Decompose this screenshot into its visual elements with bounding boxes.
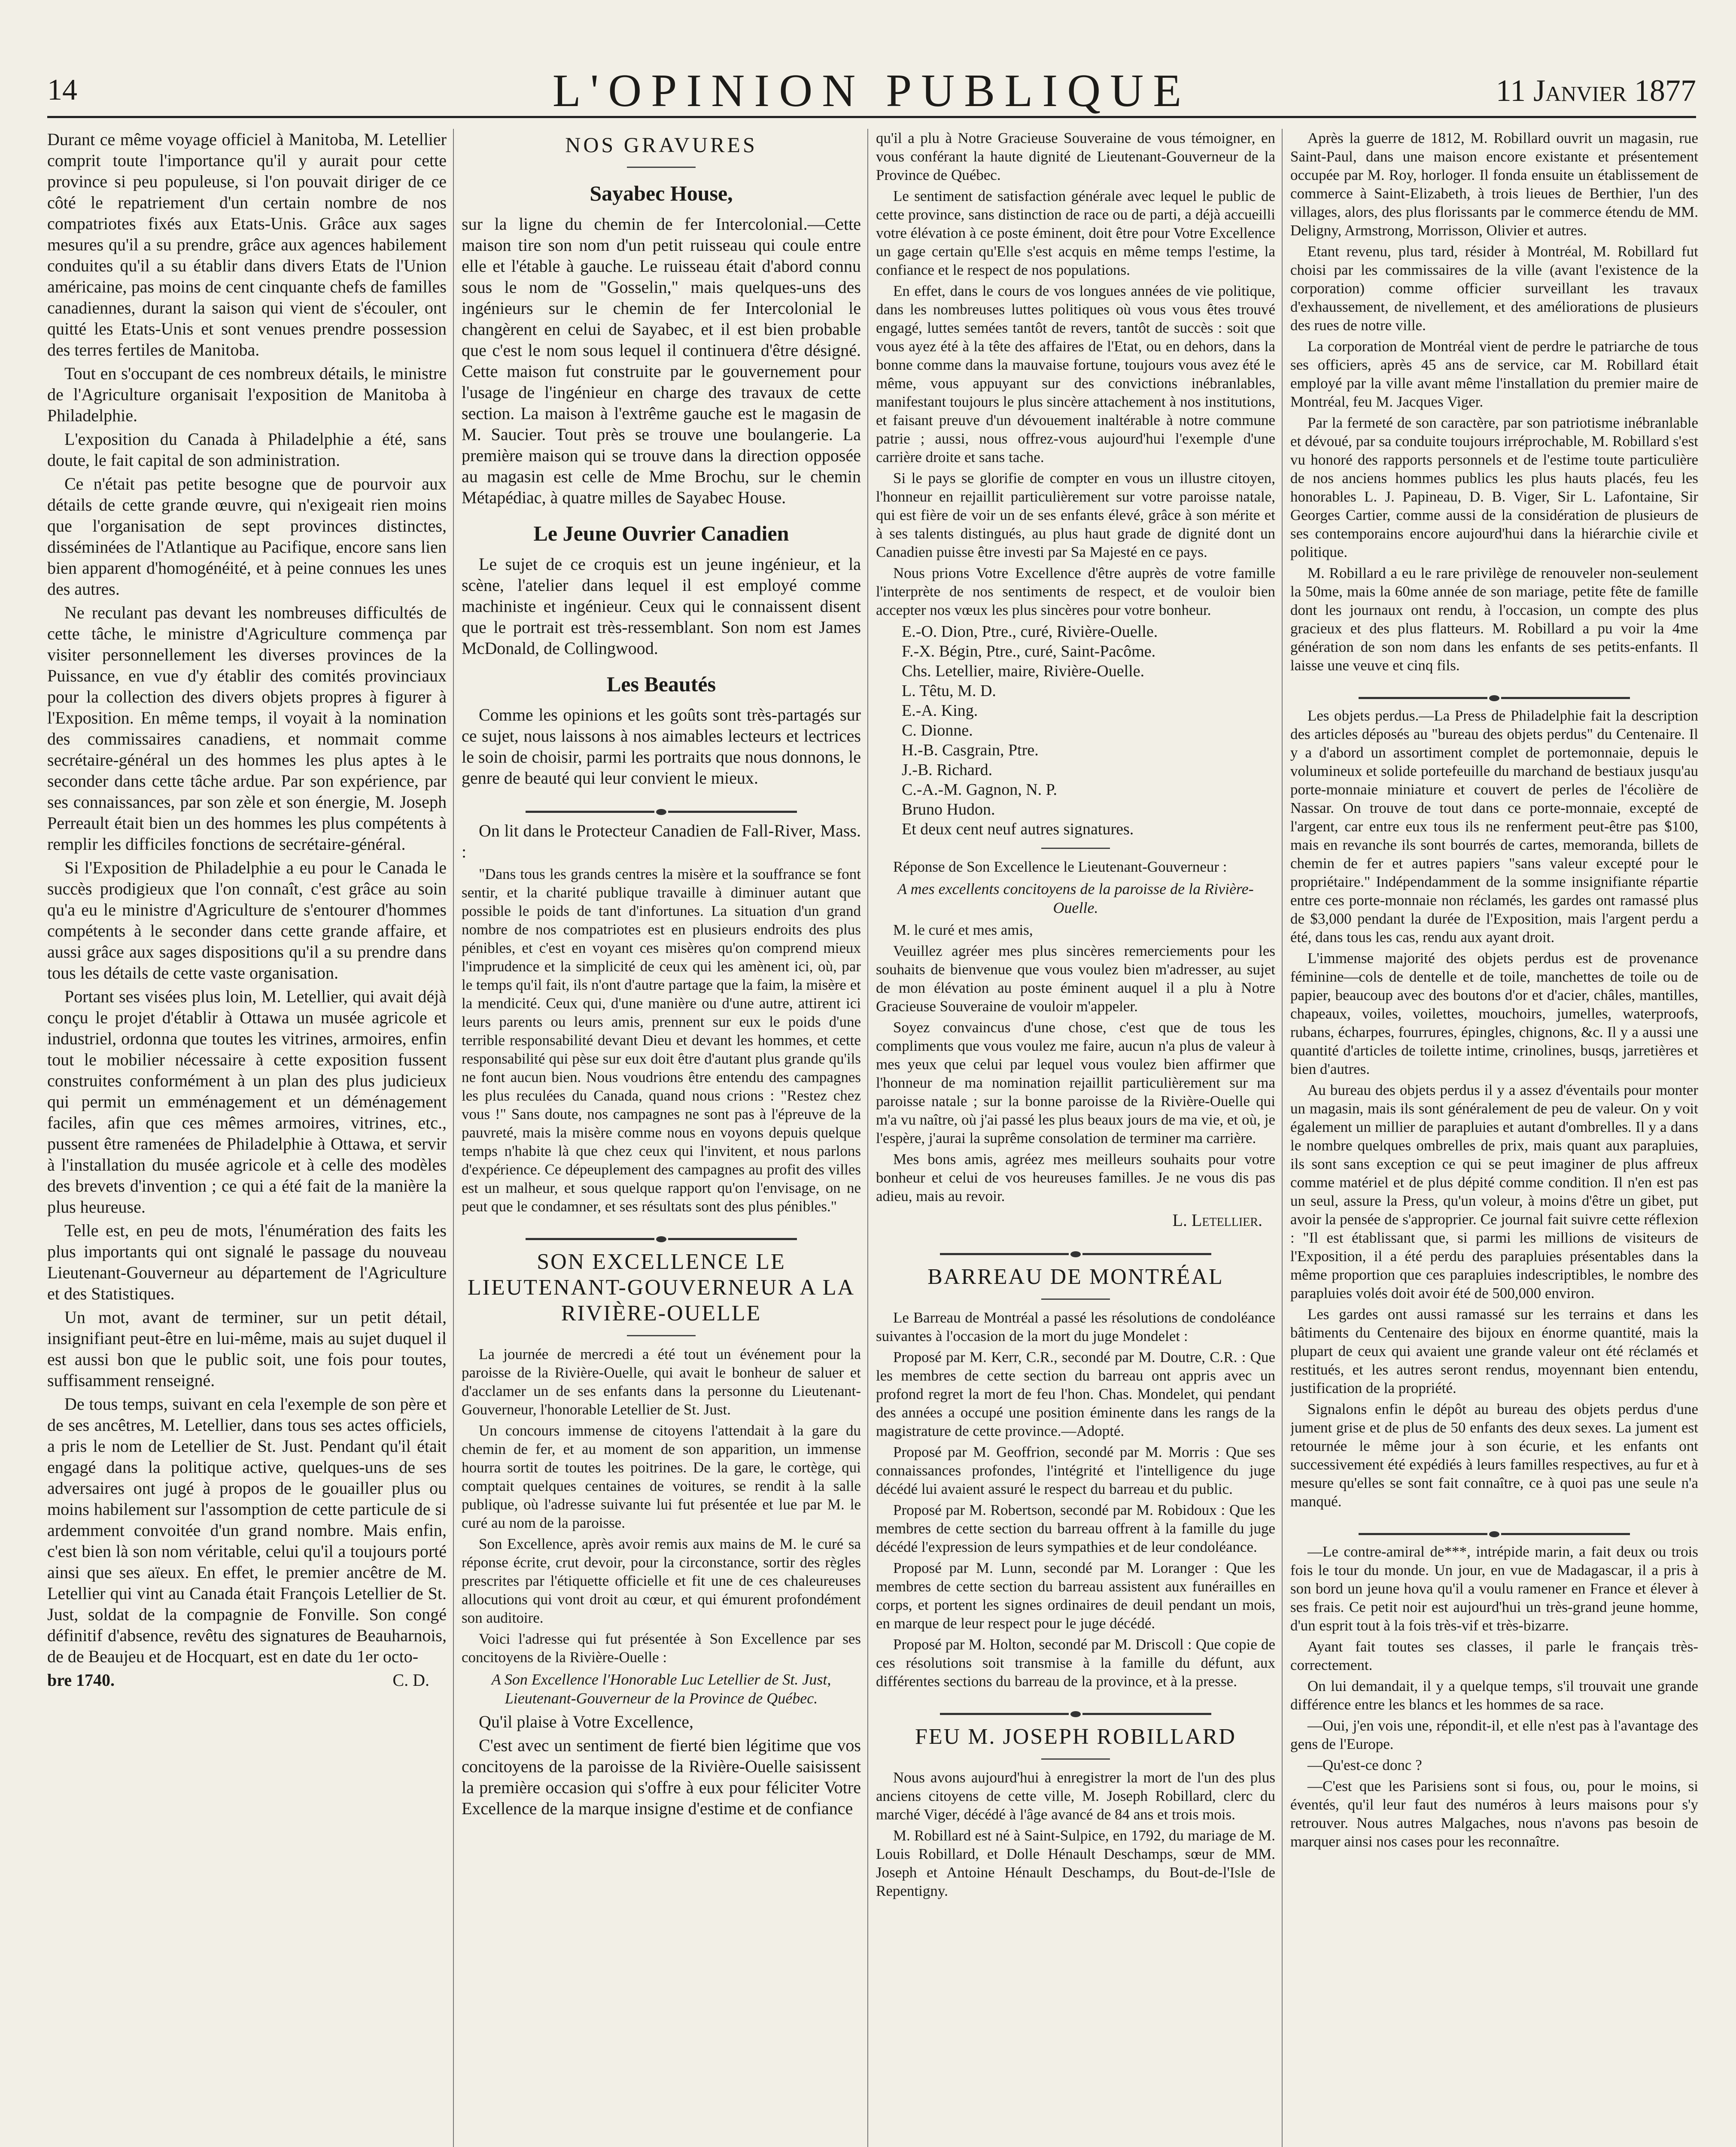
paragraph: Durant ce même voyage officiel à Manitoba, M. Letellier comprit toute l'importance qu'il y aurait pour cette province si peu populeuse, si l'on pouvait diriger de ce côté le repatriement d'un certain nombre de nos compatriotes fixés aux Etats-Unis. Grâce aux sages mesures qu'il a su prendre, grâce aux agences habilement conduites qu'il a su établir dans divers Etats de l'Union américaine, pas moins de cent cinquante chefs de familles canadiennes, durant la saison qui vient de s'écouler, ont quitté les Etats-Unis et sont venues prendre possession des terres fertiles de Manitoba. xyxy=(47,130,447,359)
ornament-divider xyxy=(462,800,861,809)
paragraph: En effet, dans le cours de vos longues années de vie politique, dans les nombreuses luttes politiques où vous vous êtes trouvé engagé, luttes semées tantôt de revers, tantôt de succès : soit que vous ayez été à la tête des affaires de l'Etat, ou en dehors, dans la bonne comme dans la mauvaise fortune, toujours vous avez été le même, vous appuyant sur des convictions inébranlables, manifestant toujours le plus sincère attachement à nos institutions, et faisant preuve d'un dévouement inaltérable à notre commune patrie ; aussi, nous offrez-vous aujourd'hui l'exemple d'une carrière droite et sans tache. xyxy=(876,283,1275,465)
signatory: Chs. Letellier, maire, Rivière-Ouelle. xyxy=(902,662,1145,680)
column-2 xyxy=(462,129,861,2147)
paragraph: On lui demandait, il y a quelque temps, s'il trouvait une grande différence entre les blancs et les hommes de sa race. xyxy=(1290,1678,1698,1713)
paragraph: Le Barreau de Montréal a passé les résolutions de condoléance suivantes à l'occasion de la mort du juge Mondelet : xyxy=(876,1309,1275,1344)
signatory: E.-A. King. xyxy=(902,702,978,720)
paragraph: Qu'il plaise à Votre Excellence, xyxy=(479,1712,693,1731)
paragraph: qu'il a plu à Notre Gracieuse Souveraine de vous témoigner, en vous conférant la haute dignité de Lieutenant-Gouverneur de la Province de Québec. xyxy=(876,130,1275,183)
signatory: Bruno Hudon. xyxy=(902,800,995,818)
paragraph: Si le pays se glorifie de compter en vous un illustre citoyen, l'honneur en rejaillit particulièrement sur votre paroisse natale, qui est fière de voir un de ses enfants élevé, grâce à son mérite et à ses talents distingués, au plus haut grade de dignité dont un Canadien puisse être investi par Sa Majesté en ce pays. xyxy=(876,470,1275,560)
masthead xyxy=(47,64,1696,118)
paragraph: Signalons enfin le dépôt au bureau des objets perdus d'une jument grise et de plus de 50 enfants des deux sexes. La jument est retournée le même jour à son écurie, et les enfants ont successivement été expédiés à leurs familles respectives, au fur et à mesure qu'elles se sont fait connaître, ce à quoi pas une seule n'a manqué. xyxy=(1290,1401,1698,1510)
signatory: C.-A.-M. Gagnon, N. P. xyxy=(902,781,1058,799)
ornament-divider xyxy=(462,1227,861,1236)
paragraph: Voici l'adresse qui fut présentée à Son Excellence par ses concitoyens de la Rivière-Ouelle : xyxy=(462,1630,861,1666)
paragraph: Proposé par M. Holton, secondé par M. Driscoll : Que copie de ces résolutions soit transmise à la famille du défunt, aux différentes sections du barreau de la province, et à la presse. xyxy=(876,1636,1275,1690)
article-title: Le Jeune Ouvrier Canadien xyxy=(533,521,789,545)
paragraph: C'est avec un sentiment de fierté bien légitime que vos concitoyens de la paroisse de la Rivière-Ouelle saisissent la première occasion qui s'offre à eux pour féliciter Votre Excellence de la marque insigne d'estime et de confiance xyxy=(462,1736,861,1818)
paragraph: M. Robillard est né à Saint-Sulpice, en 1792, du mariage de M. Louis Robillard, et Dolle Hénault Deschamps, sœur de MM. Joseph et Antoine Hénault Deschamps, du Bout-de-l'Isle de Repentigny. xyxy=(876,1827,1275,1899)
paragraph: Si l'Exposition de Philadelphie a eu pour le Canada le succès prodigieux que l'on connaît, c'est grâce au soin qu'a eu le ministre d'Agriculture de s'entourer d'hommes compétents à le seconder dans cette grande affaire, et aussi grâce aux sages dispositions qu'il a su prendre dans tous les détails de cette vaste organisation. xyxy=(47,858,447,982)
paragraph: Proposé par M. Robertson, secondé par M. Robidoux : Que les membres de cette section du barreau offrent à la famille du juge décédé l'expression de leurs sympathies et de leur condoléance. xyxy=(876,1502,1275,1555)
signatory: Et deux cent neuf autres signatures. xyxy=(902,820,1134,838)
signatory-list xyxy=(902,622,1275,839)
article-title: BARREAU DE MONTRÉAL xyxy=(927,1265,1224,1289)
paragraph: —Qu'est-ce donc ? xyxy=(1307,1757,1422,1773)
paragraph: Par la fermeté de son caractère, par son patriotisme inébranlable et dévoué, par sa conduite toujours irréprochable, M. Robillard s'est vu honoré des rapports personnels et de l'estime toute particulière de nos anciens hommes publics les plus hauts placés, feu les honorables L. J. Papineau, D. B. Viger, Sir L. Lafontaine, Sir Georges Cartier, comme aussi de la considération de plusieurs de ses contemporains encore aujourd'hui dans la hiérarchie civile et politique. xyxy=(1290,414,1698,560)
paragraph: L'immense majorité des objets perdus est de provenance féminine—cols de dentelle et de toile, manchettes de toile ou de papier, beaucoup avec des boutons d'or et d'acier, châles, mantilles, chapeaux, voiles, voilettes, mouchoirs, jumelles, waterproofs, rubans, écharpes, fourrures, épingles, chignons, &c. Il y a aussi une quantité d'articles de toilette intime, crinolines, busqs, jarretières et bien d'autres. xyxy=(1290,950,1698,1077)
paragraph: Portant ses visées plus loin, M. Letellier, qui avait déjà conçu le projet d'établir à Ottawa un musée agricole et industriel, ordonna que toutes les vitrines, armoires, enfin tout le mobilier nécessaire à cette exposition fussent construites conformément à un plan des plus judicieux qui permit un emménagement et un déménagement faciles, afin que ces mêmes armoires, vitrines, etc., pussent être ramenées de Philadelphie à Ottawa, et servir à l'installation du musée agricole et à celle des modèles des brevets d'invention ; ce qui a été fait de la manière la plus heureuse. xyxy=(47,987,447,1216)
paragraph: —Oui, j'en vois une, répondit-il, et elle n'est pas à l'avantage des gens de l'Europe. xyxy=(1290,1717,1698,1752)
issue-date: 11 Janvier 1877 xyxy=(1496,73,1696,108)
paragraph: Ce n'était pas petite besogne que de pourvoir aux détails de cette grande œuvre, qui n'exigeait rien moins que l'organisation de sept provinces distinctes, disséminées de l'Atlantique au Pacifique, encore sans lien bien apparent d'homogénéité, et à peine connues les unes des autres. xyxy=(47,474,447,599)
quoted-paragraph: "Dans tous les grands centres la misère et la souffrance se font sentir, et la charité publique travaille à diminuer autant que possible le poids de tant d'infortunes. La situation d'un grand nombre de nos compatriotes est en plusieurs endroits des plus pénibles, et c'est en voyant ces misères qu'on comprend mieux l'imprudence et la simplicité de ceux qui les amènent ici, où, par le temps qu'il fait, ils n'ont d'autre partage que la faim, la misère et la mendicité. Ceux qui, d'une manière ou d'une autre, attirent ici leurs parents ou leurs amis, prennent sur eux le poids d'une terrible responsabilité devant Dieu et devant les hommes, et cette responsabilité qui pèse sur eux doit être d'autant plus grande qu'ils ne font aucun bien. Nous voudrions être entendu des campagnes les plus reculées du Canada, quand nous crions : "Restez chez vous !" Sans doute, nos campagnes ne sont pas à l'épreuve de la pauvreté, mais la misère comme nous en voyons depuis quelque temps n'habite là que chez ceux qui l'invitent, et nous parlons d'expérience. Ce dépeuplement des campagnes au profit des villes est un malheur, et sous quelque rapport qu'on l'envisage, on ne peut que le condamner, et ses résultats sont des plus pénibles." xyxy=(462,866,861,1215)
paragraph: La corporation de Montréal vient de perdre le patriarche de tous ses officiers, après 45 ans de service, car M. Robillard était employé par la ville avant même l'installation du premier maire de Montréal, feu M. Jacques Viger. xyxy=(1290,338,1698,410)
paragraph: Proposé par M. Lunn, secondé par M. Loranger : Que les membres de cette section du barreau assistent aux funérailles en corps, et portent les signes ordinaires de deuil pendant un mois, en marque de leur respect pour le juge décédé. xyxy=(876,1560,1275,1632)
paragraph: Ne reculant pas devant les nombreuses difficultés de cette tâche, le ministre d'Agriculture commença par visiter personnellement les diverses provinces de la Puissance, en vue d'y établir des comités provinciaux pour la collection des divers objets propres à figurer à l'Exposition. En même temps, il voyait à la nomination des commissaires canadiens, et nommait comme secrétaire-général un des hommes les plus aptes à le seconder dans cette tâche ardue. Par son expérience, par ses connaissances, par son zèle et son énergie, M. Joseph Perreault était bien un des hommes les plus compétents à remplir les difficiles fonctions de secrétaire-général. xyxy=(47,603,447,854)
paragraph: Réponse de Son Excellence le Lieutenant-Gouverneur : xyxy=(893,858,1227,875)
paragraph: De tous temps, suivant en cela l'exemple de son père et de ses ancêtres, M. Letellier, dans tous ses actes officiels, a pris le nom de Letellier de St. Just. Pendant qu'il était engagé dans la politique active, quelques-uns de ses adversaires ont jugé à propos de le gouailler plus ou moins habilement sur l'assomption de cette particule de si ardemment convoitée d'un grand nombre. Mais enfin, c'est bien là son nom véritable, celui qu'il a toujours porté ainsi que ses aïeux. En effet, le premier ancêtre de M. Letellier qui vint au Canada était François Letellier de St. Just, soldat de la compagnie de Fonville. Son congé définitif d'absence, revêtu des signatures de Beauharnois, de de Beaujeu et de Hocquart, est en date du 1er octo- xyxy=(47,1394,447,1666)
signatory: J.-B. Richard. xyxy=(902,761,993,779)
paragraph: On lit dans le Protecteur Canadien de Fall-River, Mass. : xyxy=(462,821,861,861)
paragraph: Nous avons aujourd'hui à enregistrer la mort de l'un des plus anciens citoyens de cette ville, M. Joseph Robillard, clerc du marché Viger, décédé à l'âge avancé de 84 ans et trois mois. xyxy=(876,1769,1275,1823)
address-heading: A Son Excellence l'Honorable Luc Letellier de St. Just, Lieutenant-Gouverneur de la Province de Québec. xyxy=(491,1671,831,1707)
paragraph: Veuillez agréer mes plus sincères remerciements pour les souhaits de bienvenue que vous voulez bien m'adresser, au sujet de mon élévation au poste éminent auquel il a plu à Notre Gracieuse Souveraine de vouloir m'appeler. xyxy=(876,943,1275,1015)
article-title: SON EXCELLENCE LE LIEUTENANT-GOUVERNEUR A LA RIVIÈRE-OUELLE xyxy=(467,1250,855,1326)
column-rule xyxy=(1282,129,1283,2147)
paragraph: Au bureau des objets perdus il y a assez d'éventails pour monter un magasin, mais ils sont généralement de peu de valeur. On y voit également un millier de parapluies et autant d'ombrelles. Il y a dans le nombre quelques ombrelles de prix, mais quant aux parapluies, ils sont sans exception ce qui se peut imaginer de plus affreux comme matériel et de plus dépité comme condition. Il n'en est pas un seul, assure la Press, qu'un voleur, à moins d'être un gibet, put avoir la pensée de s'approprier. Ce journal fait suivre cette réflexion : "Il est établissant que, si parmi les millions de visiteurs de l'Exposition, il a été perdu des parapluies présentables dans la même proportion que ces parapluies indescriptibles, le nombre des parapluies volés doit avoir été de 500,000 environ. xyxy=(1290,1082,1698,1302)
divider xyxy=(1041,1758,1110,1760)
paragraph: Mes bons amis, agréez mes meilleurs souhaits pour votre bonheur et celui de vos heureuses familles. Je ne vous dis pas adieu, mais au revoir. xyxy=(876,1151,1275,1204)
paragraph: Le sentiment de satisfaction générale avec lequel le public de cette province, sans distinction de race ou de parti, a déjà accueilli votre élévation à ce poste éminent, doit être pour Votre Excellence un gage certain qu'Elle s'est acquis en même temps l'estime, la confiance et le respect de nos populations. xyxy=(876,188,1275,278)
paragraph: Les objets perdus.—La Press de Philadelphie fait la description des articles déposés au "bureau des objets perdus" du Centenaire. Il y a d'abord un assortiment complet de portemonnaie, depuis le volumineux et solide portefeuille du marchand de bestiaux jusqu'au porte-monnaie miniature et couvert de perles de l'écolière de Nassar. On trouve de tout dans ce porte-monnaie, excepté de l'argent, car entre eux tous ils ne renferment peut-être pas $100, mais en revanche ils sont bourrés de cartes, memoranda, billets de chemin de fer et autres papiers "sans valeur excepté pour le propriétaire." Indépendamment de la somme insignifiante répartie entre ces porte-monnaie non réclamés, les gardes ont ramassé plus de $3,000 pendant la durée de l'Exposition, mais l'argent perdu a été, dans tous les cas, rendu aux ayant droit. xyxy=(1290,707,1698,946)
signatory: E.-O. Dion, Ptre., curé, Rivière-Ouelle. xyxy=(902,623,1158,641)
reply-signature: L. Letellier. xyxy=(1172,1210,1262,1230)
divider xyxy=(627,1335,696,1336)
reply-addressee: A mes excellents concitoyens de la paroisse de la Rivière-Ouelle. xyxy=(897,880,1254,916)
paragraph: Proposé par M. Geoffrion, secondé par M. Morris : Que ses connaissances profondes, l'intégrité et l'intelligence du juge décédé lui avaient assuré le respect du barreau et du public. xyxy=(876,1444,1275,1497)
paragraph: Un mot, avant de terminer, sur un petit détail, insignifiant peut-être en lui-même, mais au sujet duquel il est aussi bon que le public soit, une fois pour toutes, suffisamment renseigné. xyxy=(47,1308,447,1390)
column-rule xyxy=(453,129,454,2147)
closing-line: bre 1740. xyxy=(47,1670,115,1690)
article-end xyxy=(47,1670,447,1691)
paragraph: Nous prions Votre Excellence d'être auprès de votre famille l'interprète de nos sentiments de respect, et de vouloir bien accepter nos vœux les plus sincères pour votre bonheur. xyxy=(876,565,1275,618)
author-signature: C. D. xyxy=(392,1670,429,1690)
column-1 xyxy=(47,129,447,2147)
paragraph: M. Robillard a eu le rare privilège de renouveler non-seulement la 50me, mais la 60me année de son mariage, petite fête de famille dont les journaux ont rendu, à l'occasion, un compte des plus gracieux et des plus flatteurs. M. Robillard a pu voir la 4me génération de son nom dans les enfants de ses petits-enfants. Il laisse une veuve et cinq fils. xyxy=(1290,565,1698,674)
paragraph: Soyez convaincus d'une chose, c'est que de tous les compliments que vous voulez me faire, aucun n'a plus de valeur à mes yeux que celui par lequel vous voulez bien affirmer que l'honneur de ma nomination rejaillit particulièrement sur ma paroisse natale ; sur la bonne paroisse de la Rivière-Ouelle qui m'a vu naître, où j'ai passé les plus beaux jours de ma vie, et où, je l'espère, j'aurai la suprême consolation de terminer ma carrière. xyxy=(876,1019,1275,1146)
paragraph: M. le curé et mes amis, xyxy=(893,921,1033,938)
divider xyxy=(1041,848,1110,849)
paragraph: Tout en s'occupant de ces nombreux détails, le ministre de l'Agriculture organisait l'exposition de Manitoba à Philadelphie. xyxy=(47,364,447,425)
paragraph: sur la ligne du chemin de fer Intercolonial.—Cette maison tire son nom d'un petit ruisseau qui coule entre elle et l'étable à gauche. Le ruisseau était d'abord connu sous le nom de "Gosselin," mais quelques-uns des ingénieurs sur le chemin de fer Intercolonial le changèrent en celui de Sayabec, et il est bien probable que c'est le nom sous lequel il continuera d'être désigné. Cette maison fut construite par le gouvernement pour l'usage de l'ingénieur en charge des travaux de cette section. La maison à l'extrême gauche est le magasin de M. Saucier. Tout près se trouve une boulangerie. La première maison qui se trouve dans la direction opposée au magasin est celle de Mme Brochu, sur le chemin Métapédiac, à quatre milles de Sayabec House. xyxy=(462,214,861,507)
section-heading: NOS GRAVURES xyxy=(565,133,757,157)
signatory: F.-X. Bégin, Ptre., curé, Saint-Pacôme. xyxy=(902,642,1156,660)
paragraph: Comme les opinions et les goûts sont très-partagés sur ce sujet, nous laissons à nos aimables lecteurs et lectrices le soin de choisir, parmi les portraits que nous donnons, le genre de beauté qui leur convient le mieux. xyxy=(462,705,861,788)
paragraph: La journée de mercredi a été tout un événement pour la paroisse de la Rivière-Ouelle, qui avait le bonheur de saluer et d'acclamer un de ses enfants dans la personne du Lieutenant-Gouverneur, l'honorable Letellier de St. Just. xyxy=(462,1346,861,1418)
divider xyxy=(627,167,696,168)
paragraph: Un concours immense de citoyens l'attendait à la gare du chemin de fer, et au moment de son apparition, un immense hourra sortit de toutes les poitrines. De la gare, le cortège, qui comptait quelques centaines de voitures, se rendit à la salle publique, où l'adresse suivante lui fut présentée et lue par M. le curé au nom de la paroisse. xyxy=(462,1422,861,1531)
ornament-divider xyxy=(1290,1522,1698,1531)
newspaper-title: L'OPINION PUBLIQUE xyxy=(552,65,1191,116)
page-number: 14 xyxy=(47,73,77,106)
article-title: Les Beautés xyxy=(606,672,716,696)
ornament-divider xyxy=(876,1242,1275,1251)
signatory: L. Têtu, M. D. xyxy=(902,682,996,700)
paragraph: Ayant fait toutes ses classes, il parle le français très-correctement. xyxy=(1290,1638,1698,1673)
paragraph: Son Excellence, après avoir remis aux mains de M. le curé sa réponse écrite, crut devoir, pour la circonstance, sortir des règles prescrites par l'étiquette officielle et fit une de ces chaleureuses allocutions qui vont droit au cœur, et qui émurent profondément son auditoire. xyxy=(462,1536,861,1626)
column-4 xyxy=(1290,129,1698,2147)
paragraph: Le sujet de ce croquis est un jeune ingénieur, et la scène, l'atelier dans lequel il est employé comme machiniste et ingénieur. Ceux qui le connaissent disent que le portrait est très-ressemblant. Son nom est James McDonald, de Collingwood. xyxy=(462,554,861,658)
signatory: C. Dionne. xyxy=(902,721,973,739)
ornament-divider xyxy=(876,1702,1275,1711)
paragraph: Etant revenu, plus tard, résider à Montréal, M. Robillard fut choisi par les commissaires de la ville (avant l'existence de la corporation) comme officier surveillant les travaux d'exhaussement, de nivellement, et des améliorations de plusieurs des rues de notre ville. xyxy=(1290,243,1698,334)
divider xyxy=(1041,1299,1110,1300)
paragraph: Les gardes ont aussi ramassé sur les terrains et dans les bâtiments du Centenaire des bijoux en énorme quantité, mais la plupart de ceux qui avaient une grande valeur ont été réclamés et restitués, et les autres seront rendus, moyennant bien entendu, justification de la propriété. xyxy=(1290,1306,1698,1396)
paragraph: L'exposition du Canada à Philadelphie a été, sans doute, le fait capital de son administration. xyxy=(47,429,447,470)
signatory: H.-B. Casgrain, Ptre. xyxy=(902,741,1039,759)
paragraph: Après la guerre de 1812, M. Robillard ouvrit un magasin, rue Saint-Paul, dans une maison encore existante et présentement occupée par M. Roy, horloger. Il fonda ensuite un établissement de commerce à Saint-Elizabeth, à trois lieues de Berthier, l'un des villages, alors, des plus florissants par le commerce étendu de MM. Deligny, Armstrong, Morrisson, Olivier et autres. xyxy=(1290,130,1698,239)
article-title: Sayabec House, xyxy=(590,181,733,205)
article-title: FEU M. JOSEPH ROBILLARD xyxy=(915,1724,1236,1749)
paragraph: —C'est que les Parisiens sont si fous, ou, pour le moins, si éventés, qu'il leur faut des numéros à leurs maisons pour s'y retrouver. Nous autres Malgaches, nous n'avons pas besoin de marquer ainsi nos cases pour les reconnaître. xyxy=(1290,1778,1698,1850)
ornament-divider xyxy=(1290,686,1698,695)
column-3 xyxy=(876,129,1275,2147)
paragraph: Proposé par M. Kerr, C.R., secondé par M. Doutre, C.R. : Que les membres de cette section du barreau ont appris avec un profond regret la mort de feu l'hon. Chas. Mondelet, qui pendant des années a occupé une position éminente dans les rangs de la magistrature de cette province.—Adopté. xyxy=(876,1349,1275,1439)
column-rule xyxy=(867,129,868,2147)
paragraph: —Le contre-amiral de***, intrépide marin, a fait deux ou trois fois le tour du monde. Un jour, en vue de Madagascar, il a pris à son bord un jeune hova qu'il a voulu ramener en France et élever à ses frais. Ce petit noir est aujourd'hui un très-grand jeune homme, d'un esprit tout à la fois très-vif et très-bizarre. xyxy=(1290,1543,1698,1634)
paragraph: Telle est, en peu de mots, l'énumération des faits les plus importants qui ont signalé le passage du nouveau Lieutenant-Gouverneur au département de l'Agriculture et des Statistiques. xyxy=(47,1221,447,1303)
